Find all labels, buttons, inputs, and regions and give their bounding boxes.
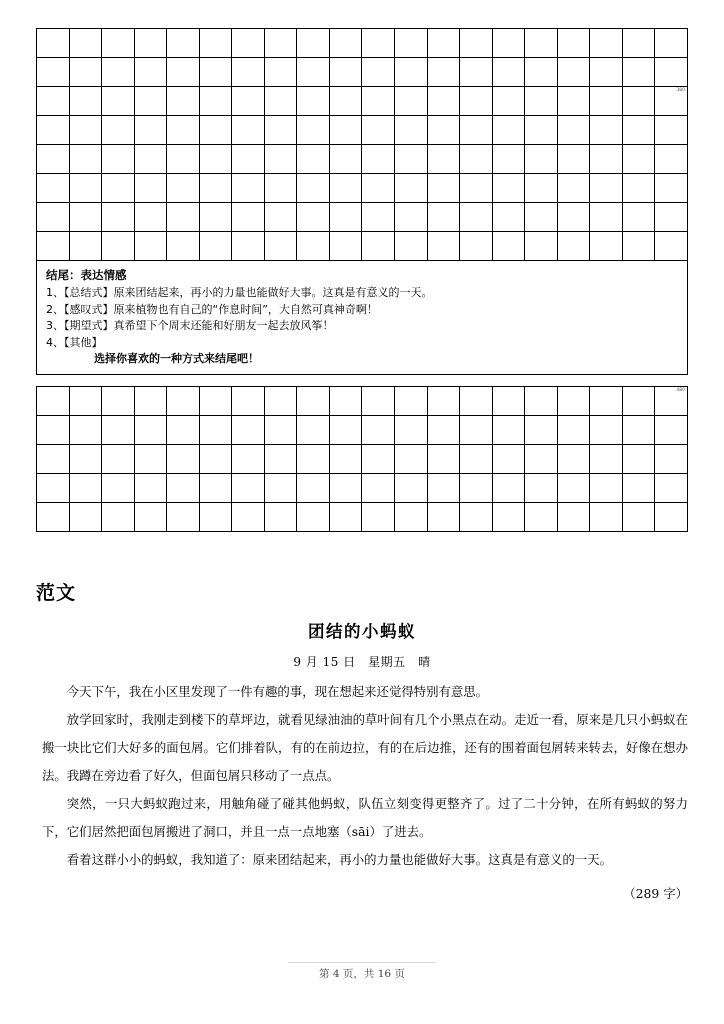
- grid-cell[interactable]: [590, 232, 623, 261]
- grid-cell[interactable]: [70, 87, 103, 116]
- grid-cell[interactable]: [200, 174, 233, 203]
- grid-cell[interactable]: [460, 474, 493, 503]
- grid-cell[interactable]: [135, 116, 168, 145]
- grid-row: [37, 87, 688, 116]
- essay-title: 团结的小蚂蚁: [308, 622, 416, 641]
- grid-cell[interactable]: [493, 445, 526, 474]
- grid-cell[interactable]: [232, 232, 265, 261]
- grid-cell[interactable]: [37, 503, 70, 532]
- writing-grid-bottom: [36, 386, 688, 532]
- grid-cell[interactable]: [330, 445, 363, 474]
- grid-cell[interactable]: [167, 474, 200, 503]
- grid-row: [37, 445, 688, 474]
- grid-cell[interactable]: [525, 416, 558, 445]
- grid-cell[interactable]: [37, 416, 70, 445]
- grid-cell[interactable]: [655, 87, 688, 116]
- grid-cell[interactable]: [395, 145, 428, 174]
- grid-cell-counter: 480: [676, 388, 685, 393]
- essay-word-count: （289 字）: [623, 886, 688, 901]
- grid-cell[interactable]: [558, 474, 591, 503]
- grid-cell[interactable]: [232, 203, 265, 232]
- grid-cell[interactable]: [623, 503, 656, 532]
- grid-cell[interactable]: [655, 116, 688, 145]
- grid-cell[interactable]: [265, 145, 298, 174]
- grid-cell[interactable]: [395, 232, 428, 261]
- instruction-title: 结尾：表达情感: [46, 268, 127, 282]
- grid-cell[interactable]: [493, 416, 526, 445]
- grid-cell[interactable]: [297, 174, 330, 203]
- grid-cell[interactable]: [232, 58, 265, 87]
- grid-cell[interactable]: [362, 445, 395, 474]
- grid-cell[interactable]: [395, 203, 428, 232]
- grid-cell[interactable]: [37, 232, 70, 261]
- grid-cell[interactable]: [37, 58, 70, 87]
- grid-cell[interactable]: [297, 416, 330, 445]
- grid-cell[interactable]: [37, 174, 70, 203]
- grid-cell[interactable]: [297, 145, 330, 174]
- grid-cell[interactable]: [428, 58, 461, 87]
- grid-cell[interactable]: [460, 387, 493, 416]
- grid-cell[interactable]: [362, 87, 395, 116]
- grid-cell[interactable]: [297, 503, 330, 532]
- grid-cell[interactable]: [70, 416, 103, 445]
- grid-cell[interactable]: [362, 58, 395, 87]
- grid-cell[interactable]: [558, 145, 591, 174]
- grid-cell[interactable]: [167, 445, 200, 474]
- grid-cell[interactable]: [558, 387, 591, 416]
- grid-cell[interactable]: [200, 474, 233, 503]
- grid-cell[interactable]: [167, 387, 200, 416]
- grid-cell[interactable]: [330, 58, 363, 87]
- grid-cell[interactable]: [297, 474, 330, 503]
- instruction-line-3: 3、【期望式】真希望下个周末还能和好朋友一起去放风筝！: [46, 319, 334, 332]
- grid-cell[interactable]: [330, 503, 363, 532]
- grid-cell[interactable]: [395, 87, 428, 116]
- grid-cell[interactable]: [135, 474, 168, 503]
- grid-cell[interactable]: [655, 145, 688, 174]
- grid-cell[interactable]: [70, 174, 103, 203]
- grid-cell[interactable]: [525, 503, 558, 532]
- grid-cell[interactable]: [623, 116, 656, 145]
- grid-cell[interactable]: [493, 145, 526, 174]
- grid-cell[interactable]: [493, 174, 526, 203]
- grid-cell[interactable]: [232, 87, 265, 116]
- essay-paragraph: 突然，一只大蚂蚁跑过来，用触角碰了碰其他蚂蚁，队伍立刻变得更整齐了。过了二十分钟，在所有蚂蚁的努力下，它们居然把面包屑搬进了洞口，并且一点一点地塞（sāi）了进去。: [42, 796, 688, 839]
- grid-cell[interactable]: [460, 116, 493, 145]
- grid-row: [37, 29, 688, 58]
- grid-cell[interactable]: [37, 474, 70, 503]
- grid-cell[interactable]: [167, 174, 200, 203]
- grid-cell[interactable]: [135, 416, 168, 445]
- grid-cell[interactable]: [135, 29, 168, 58]
- grid-cell[interactable]: [493, 232, 526, 261]
- grid-cell[interactable]: [460, 58, 493, 87]
- grid-cell[interactable]: [102, 145, 135, 174]
- grid-cell[interactable]: [297, 116, 330, 145]
- grid-cell[interactable]: [70, 29, 103, 58]
- grid-cell[interactable]: [362, 29, 395, 58]
- grid-cell[interactable]: [70, 145, 103, 174]
- grid-cell[interactable]: [102, 203, 135, 232]
- grid-cell[interactable]: [525, 174, 558, 203]
- grid-cell[interactable]: [135, 503, 168, 532]
- grid-cell[interactable]: [265, 116, 298, 145]
- grid-cell[interactable]: [362, 145, 395, 174]
- grid-row: [37, 58, 688, 87]
- grid-cell[interactable]: [200, 387, 233, 416]
- grid-cell[interactable]: [362, 203, 395, 232]
- grid-cell[interactable]: [330, 416, 363, 445]
- grid-cell[interactable]: [265, 445, 298, 474]
- grid-cell[interactable]: [232, 474, 265, 503]
- grid-cell[interactable]: [655, 203, 688, 232]
- grid-cell[interactable]: [265, 387, 298, 416]
- grid-cell[interactable]: [232, 416, 265, 445]
- grid-cell[interactable]: [623, 58, 656, 87]
- grid-cell[interactable]: [362, 232, 395, 261]
- grid-cell[interactable]: [265, 174, 298, 203]
- grid-cell[interactable]: [590, 145, 623, 174]
- grid-cell[interactable]: [330, 387, 363, 416]
- grid-cell[interactable]: [102, 474, 135, 503]
- grid-cell[interactable]: [428, 116, 461, 145]
- grid-cell[interactable]: [70, 387, 103, 416]
- grid-cell[interactable]: [362, 474, 395, 503]
- grid-cell[interactable]: [70, 445, 103, 474]
- grid-cell[interactable]: [493, 87, 526, 116]
- footer-divider: [288, 962, 436, 963]
- grid-cell[interactable]: [558, 416, 591, 445]
- grid-cell[interactable]: [623, 416, 656, 445]
- grid-cell[interactable]: [265, 87, 298, 116]
- instruction-line-2: 2、【感叹式】原来植物也有自己的“作息时间”，大自然可真神奇啊！: [46, 302, 378, 316]
- grid-cell[interactable]: [655, 387, 688, 416]
- grid-cell[interactable]: [167, 503, 200, 532]
- grid-cell[interactable]: [428, 387, 461, 416]
- grid-cell[interactable]: [525, 474, 558, 503]
- grid-cell[interactable]: [395, 29, 428, 58]
- grid-cell[interactable]: [428, 232, 461, 261]
- grid-cell[interactable]: [200, 232, 233, 261]
- grid-cell[interactable]: [167, 416, 200, 445]
- grid-cell[interactable]: [70, 503, 103, 532]
- grid-cell[interactable]: [102, 387, 135, 416]
- grid-cell[interactable]: [102, 503, 135, 532]
- grid-cell[interactable]: [362, 174, 395, 203]
- grid-cell[interactable]: [655, 445, 688, 474]
- grid-cell[interactable]: [330, 87, 363, 116]
- grid-cell[interactable]: [200, 145, 233, 174]
- grid-cell[interactable]: [558, 445, 591, 474]
- grid-cell[interactable]: [460, 174, 493, 203]
- grid-cell[interactable]: [460, 29, 493, 58]
- grid-cell[interactable]: [623, 232, 656, 261]
- grid-row: [37, 116, 688, 145]
- grid-cell[interactable]: [167, 232, 200, 261]
- grid-cell[interactable]: [362, 503, 395, 532]
- grid-cell[interactable]: [655, 232, 688, 261]
- grid-cell[interactable]: [623, 87, 656, 116]
- grid-cell[interactable]: [297, 87, 330, 116]
- grid-cell[interactable]: [655, 474, 688, 503]
- grid-cell[interactable]: [493, 503, 526, 532]
- grid-cell[interactable]: [330, 174, 363, 203]
- grid-cell[interactable]: [102, 445, 135, 474]
- grid-cell[interactable]: [135, 87, 168, 116]
- grid-cell[interactable]: [102, 116, 135, 145]
- grid-cell[interactable]: [200, 503, 233, 532]
- model-essay-label: 范文: [36, 582, 77, 604]
- grid-cell[interactable]: [232, 503, 265, 532]
- grid-cell[interactable]: [37, 145, 70, 174]
- grid-cell[interactable]: [525, 445, 558, 474]
- ending-instruction-box: [36, 260, 688, 375]
- grid-cell[interactable]: [37, 387, 70, 416]
- grid-cell[interactable]: [200, 445, 233, 474]
- grid-cell[interactable]: [623, 203, 656, 232]
- grid-row: [37, 203, 688, 232]
- grid-cell[interactable]: [558, 58, 591, 87]
- grid-cell[interactable]: [460, 445, 493, 474]
- grid-cell[interactable]: [102, 58, 135, 87]
- grid-cell[interactable]: [655, 416, 688, 445]
- grid-cell[interactable]: [167, 29, 200, 58]
- grid-cell[interactable]: [232, 174, 265, 203]
- grid-cell[interactable]: [167, 203, 200, 232]
- grid-row: [37, 387, 688, 416]
- grid-cell[interactable]: [135, 174, 168, 203]
- page-footer: 第 4 页，共 16 页: [319, 968, 405, 980]
- grid-cell[interactable]: [37, 203, 70, 232]
- grid-cell[interactable]: [265, 29, 298, 58]
- grid-cell[interactable]: [395, 416, 428, 445]
- grid-cell[interactable]: [655, 503, 688, 532]
- grid-cell[interactable]: [135, 387, 168, 416]
- grid-cell[interactable]: [460, 87, 493, 116]
- grid-cell[interactable]: [362, 116, 395, 145]
- grid-cell[interactable]: [200, 116, 233, 145]
- grid-cell[interactable]: [590, 416, 623, 445]
- grid-cell[interactable]: [232, 145, 265, 174]
- grid-cell[interactable]: [135, 232, 168, 261]
- grid-cell[interactable]: [395, 474, 428, 503]
- grid-cell[interactable]: [623, 29, 656, 58]
- grid-cell[interactable]: [460, 145, 493, 174]
- grid-cell[interactable]: [265, 58, 298, 87]
- grid-cell[interactable]: [460, 416, 493, 445]
- grid-cell[interactable]: [362, 416, 395, 445]
- grid-cell[interactable]: [493, 116, 526, 145]
- writing-grid-top: [36, 28, 688, 261]
- grid-cell[interactable]: [330, 474, 363, 503]
- grid-cell[interactable]: [200, 58, 233, 87]
- grid-cell[interactable]: [102, 87, 135, 116]
- grid-cell[interactable]: [428, 29, 461, 58]
- grid-cell[interactable]: [590, 87, 623, 116]
- grid-cell[interactable]: [493, 203, 526, 232]
- grid-cell[interactable]: [655, 58, 688, 87]
- grid-cell[interactable]: [525, 116, 558, 145]
- grid-cell[interactable]: [330, 145, 363, 174]
- grid-cell[interactable]: [37, 29, 70, 58]
- grid-row: [37, 232, 688, 261]
- grid-cell[interactable]: [558, 203, 591, 232]
- grid-cell[interactable]: [428, 87, 461, 116]
- instruction-line-1: 1、【总结式】原来团结起来，再小的力量也能做好大事。这真是有意义的一天。: [46, 286, 433, 299]
- grid-cell[interactable]: [493, 29, 526, 58]
- grid-cell[interactable]: [265, 416, 298, 445]
- grid-cell[interactable]: [590, 174, 623, 203]
- grid-cell[interactable]: [200, 203, 233, 232]
- grid-cell[interactable]: [460, 203, 493, 232]
- grid-cell[interactable]: [395, 174, 428, 203]
- essay-paragraph: 放学回家时，我刚走到楼下的草坪边，就看见绿油油的草叶间有几个小黑点在动。走近一看，原来是几只小蚂蚁在搬一块比它们大好多的面包屑。它们排着队，有的在前边拉，有的在后边推，还有的围着面包屑转来转去，好像在想办法。我蹲在旁边看了好久，但面包屑只移动了一点点。: [42, 712, 688, 783]
- grid-cell[interactable]: [297, 29, 330, 58]
- grid-cell[interactable]: [428, 203, 461, 232]
- grid-cell[interactable]: [428, 445, 461, 474]
- grid-cell[interactable]: [167, 145, 200, 174]
- grid-cell[interactable]: [297, 445, 330, 474]
- grid-cell[interactable]: [135, 145, 168, 174]
- grid-cell[interactable]: [37, 445, 70, 474]
- essay-body: [42, 678, 688, 874]
- grid-cell[interactable]: [590, 203, 623, 232]
- grid-cell[interactable]: [37, 87, 70, 116]
- grid-cell[interactable]: [590, 58, 623, 87]
- grid-cell[interactable]: [428, 416, 461, 445]
- grid-cell[interactable]: [232, 387, 265, 416]
- grid-cell[interactable]: [623, 474, 656, 503]
- grid-cell[interactable]: [330, 232, 363, 261]
- grid-cell[interactable]: [395, 445, 428, 474]
- grid-cell[interactable]: [558, 29, 591, 58]
- grid-cell[interactable]: [558, 116, 591, 145]
- grid-cell[interactable]: [330, 203, 363, 232]
- grid-cell[interactable]: [558, 232, 591, 261]
- grid-cell[interactable]: [265, 503, 298, 532]
- grid-row: [37, 416, 688, 445]
- grid-cell[interactable]: [655, 29, 688, 58]
- grid-cell[interactable]: [135, 58, 168, 87]
- grid-cell[interactable]: [70, 203, 103, 232]
- grid-cell[interactable]: [37, 116, 70, 145]
- essay-paragraph: 看着这群小小的蚂蚁，我知道了：原来团结起来，再小的力量也能做好大事。这真是有意义的一天。: [66, 852, 612, 867]
- grid-cell[interactable]: [525, 387, 558, 416]
- grid-cell[interactable]: [428, 503, 461, 532]
- grid-cell[interactable]: [362, 387, 395, 416]
- grid-cell[interactable]: [297, 232, 330, 261]
- grid-cell[interactable]: [102, 29, 135, 58]
- grid-cell[interactable]: [525, 29, 558, 58]
- grid-cell[interactable]: [558, 174, 591, 203]
- grid-cell[interactable]: [70, 474, 103, 503]
- essay-date-line: 9 月 15 日 星期五 晴: [293, 655, 431, 669]
- grid-cell[interactable]: [395, 503, 428, 532]
- grid-cell[interactable]: [623, 174, 656, 203]
- grid-cell[interactable]: [558, 503, 591, 532]
- grid-cell[interactable]: [493, 474, 526, 503]
- grid-cell[interactable]: [428, 174, 461, 203]
- grid-cell[interactable]: [623, 445, 656, 474]
- grid-cell[interactable]: [525, 145, 558, 174]
- grid-cell[interactable]: [330, 116, 363, 145]
- grid-cell[interactable]: [135, 203, 168, 232]
- grid-cell[interactable]: [428, 145, 461, 174]
- essay-paragraph: 今天下午，我在小区里发现了一件有趣的事，现在想起来还觉得特别有意思。: [66, 684, 489, 699]
- grid-cell[interactable]: [460, 232, 493, 261]
- grid-cell[interactable]: [200, 416, 233, 445]
- grid-cell[interactable]: [623, 387, 656, 416]
- grid-cell[interactable]: [167, 87, 200, 116]
- grid-cell[interactable]: [330, 29, 363, 58]
- grid-cell[interactable]: [590, 116, 623, 145]
- grid-cell[interactable]: [590, 445, 623, 474]
- grid-cell[interactable]: [558, 87, 591, 116]
- grid-cell[interactable]: [525, 87, 558, 116]
- grid-row: [37, 174, 688, 203]
- grid-cell[interactable]: [200, 87, 233, 116]
- grid-cell[interactable]: [460, 503, 493, 532]
- grid-cell[interactable]: [395, 116, 428, 145]
- grid-cell[interactable]: [167, 116, 200, 145]
- grid-cell[interactable]: [232, 29, 265, 58]
- grid-cell[interactable]: [525, 232, 558, 261]
- grid-cell[interactable]: [232, 116, 265, 145]
- grid-cell[interactable]: [297, 387, 330, 416]
- grid-cell[interactable]: [590, 387, 623, 416]
- grid-cell[interactable]: [70, 232, 103, 261]
- grid-cell[interactable]: [200, 29, 233, 58]
- grid-cell[interactable]: [135, 445, 168, 474]
- grid-cell[interactable]: [590, 29, 623, 58]
- grid-cell[interactable]: [590, 503, 623, 532]
- grid-cell[interactable]: [493, 387, 526, 416]
- grid-cell[interactable]: [265, 232, 298, 261]
- grid-cell[interactable]: [297, 58, 330, 87]
- grid-cell[interactable]: [655, 174, 688, 203]
- grid-cell[interactable]: [623, 145, 656, 174]
- grid-cell-counter: 380: [676, 88, 685, 93]
- grid-cell[interactable]: [265, 474, 298, 503]
- grid-cell[interactable]: [428, 474, 461, 503]
- grid-row: [37, 145, 688, 174]
- grid-cell[interactable]: [102, 232, 135, 261]
- grid-cell[interactable]: [232, 445, 265, 474]
- grid-cell[interactable]: [167, 58, 200, 87]
- instruction-line-4: 4、【其他】: [46, 335, 103, 349]
- grid-row: [37, 503, 688, 532]
- grid-cell[interactable]: [265, 203, 298, 232]
- grid-cell[interactable]: [395, 58, 428, 87]
- grid-cell[interactable]: [395, 387, 428, 416]
- grid-cell[interactable]: [493, 58, 526, 87]
- grid-cell[interactable]: [297, 203, 330, 232]
- grid-cell[interactable]: [102, 416, 135, 445]
- grid-cell[interactable]: [70, 116, 103, 145]
- instruction-closing-hint: 选择你喜欢的一种方式来结尾吧！: [94, 352, 259, 365]
- grid-cell[interactable]: [590, 474, 623, 503]
- grid-cell[interactable]: [102, 174, 135, 203]
- grid-cell[interactable]: [70, 58, 103, 87]
- grid-row: [37, 474, 688, 503]
- grid-cell[interactable]: [525, 203, 558, 232]
- grid-cell[interactable]: [525, 58, 558, 87]
